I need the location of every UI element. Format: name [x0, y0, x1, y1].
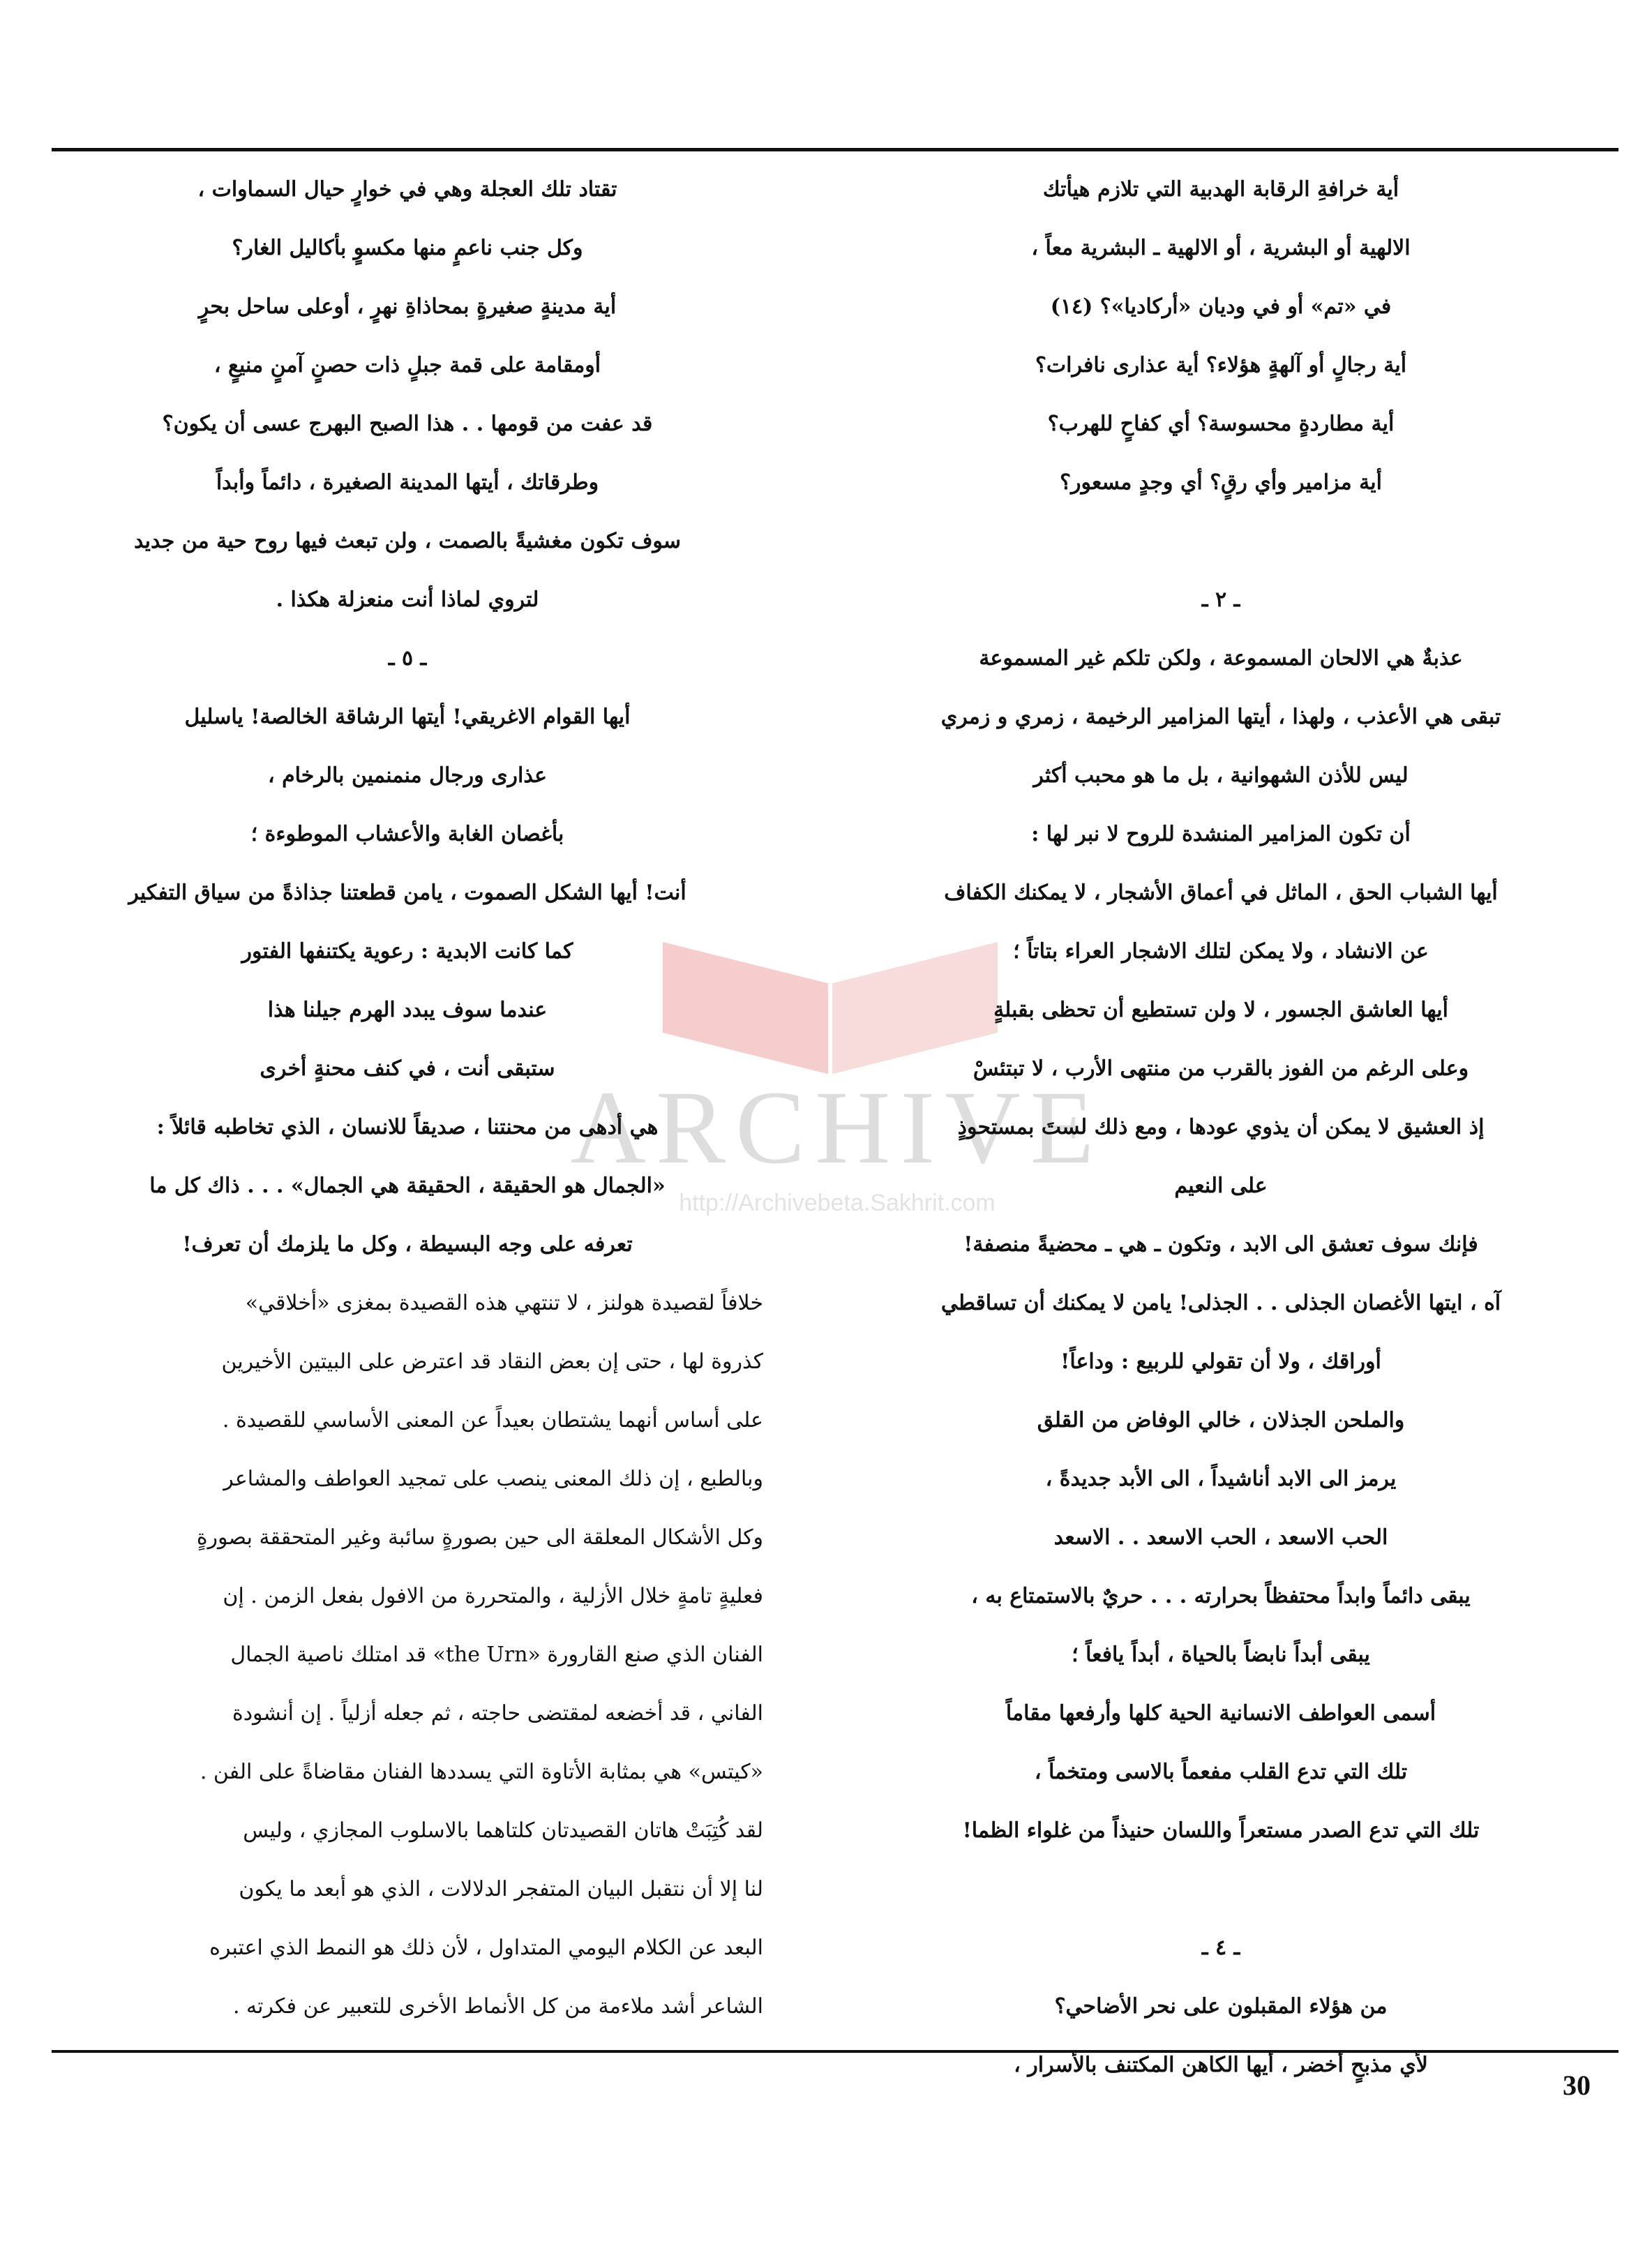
verse-line: والملحن الجذلان ، خالي الوفاض من القلق: [1037, 1408, 1405, 1433]
verse-line: تلك التي تدع القلب مفعماً بالاسى ومتخماً ،: [1034, 1760, 1408, 1784]
prose-line: «كيتس» هي بمثابة الأتاوة التي يسددها الفنان مقاضاةً على الفن .: [200, 1760, 763, 1784]
verse-line: أية مزامير وأي رقٍ؟ أي وجدٍ مسعور؟: [1060, 470, 1382, 495]
section-number: ـ ٢ ـ: [1201, 588, 1240, 612]
verse-line: إذ العشيق لا يمكن أن يذوي عودها ، ومع ذلك لستَ بمستحوذٍ: [957, 1115, 1485, 1139]
prose-line: وبالطبع ، إن ذلك المعنى ينصب على تمجيد العواطف والمشاعر: [223, 1467, 763, 1491]
verse-line: أسمى العواطف الانسانية الحية كلها وأرفعها مقاماً: [1005, 1701, 1436, 1726]
verse-line: تعرفه على وجه البسيطة ، وكل ما يلزمك أن تعرف!: [182, 1232, 633, 1257]
verse-line: أنت! أيها الشكل الصموت ، يامن قطعتنا جذاذةً من سياق التفكير: [128, 881, 686, 905]
verse-line: أية مدينةٍ صغيرةٍ بمحاذاةِ نهرٍ ، أوعلى ساحل بحرٍ: [198, 294, 617, 319]
prose-line: كذروة لها ، حتى إن بعض النقاد قد اعترض على البيتين الأخيرين: [221, 1349, 763, 1374]
verse-line: أوراقك ، ولا أن تقولي للربيع : وداعاً!: [1060, 1349, 1381, 1374]
prose-line: البعد عن الكلام اليومي المتداول ، لأن ذلك هو النمط الذي اعتبره: [209, 1936, 763, 1960]
section-number: ـ ٤ ـ: [1201, 1936, 1240, 1960]
prose-line: على أساس أنهما يشتطان بعيداً عن المعنى الأساسي للقصيدة .: [222, 1408, 763, 1433]
top-rule: [52, 148, 1619, 151]
watermark-url: http://Archivebeta.Sakhrit.com: [679, 1190, 996, 1216]
prose-line: لنا إلا أن نتقبل البيان المتفجر الدلالات ، الذي هو أبعد ما يكون: [239, 1877, 763, 1901]
verse-line: عذبةٌ هي الالحان المسموعة ، ولكن تلكم غير المسموعة: [979, 646, 1463, 671]
verse-line: يبقى أبداً نابضاً بالحياة ، أبداً يافعاً ؛: [1072, 1643, 1370, 1667]
verse-line: يرمز الى الابد أناشيداً ، الى الأبد جديدةً ،: [1045, 1467, 1397, 1491]
verse-line: الحب الاسعد ، الحب الاسعد . . الاسعد: [1053, 1525, 1388, 1550]
spacer: [830, 512, 1612, 571]
verse-line: آه ، ايتها الأغصان الجذلى . . الجذلى! يامن لا يمكنك أن تساقطي: [940, 1291, 1501, 1315]
verse-line: وعلى الرغم من الفوز بالقرب من منتهى الأرب ، لا تبتئسْ: [973, 1056, 1469, 1081]
verse-line: يبقى دائماً وابداً محتفظاً بحرارته . . . حريٌ بالاستمتاع به ،: [971, 1584, 1471, 1608]
verse-line: وكل جنب ناعمٍ منها مكسوٍ بأكاليل الغار؟: [232, 236, 583, 260]
verse-line: تبقى هي الأعذب ، ولهذا ، أيتها المزامير الرخيمة ، زمري و زمري: [940, 705, 1501, 729]
page-number: 30: [1563, 2070, 1591, 2101]
verse-line: عن الانشاد ، ولا يمكن لتلك الاشجار العراء بتاتاً ؛: [1013, 939, 1429, 964]
prose-line: فعليةٍ تامةٍ خلال الأزلية ، والمتحررة من الافول بفعل الزمن . إن: [223, 1584, 763, 1608]
verse-line: وطرقاتك ، أيتها المدينة الصغيرة ، دائماً وأبداً: [216, 470, 599, 495]
verse-line: أية خرافةِ الرقابة الهدبية التي تلازم هيأتك: [1042, 177, 1399, 202]
right-column: [830, 160, 1612, 2095]
verse-line: تقتاد تلك العجلة وهي في خوارٍ حيال السماوات ،: [197, 177, 617, 202]
prose-line: لقد كُتِبَتْ هاتان القصيدتان كلتاهما بالاسلوب المجازي ، وليس: [243, 1818, 763, 1843]
verse-line: أيها الشباب الحق ، الماثل في أعماق الأشجار ، لا يمكنك الكفاف: [944, 881, 1498, 905]
left-column: [52, 160, 763, 2036]
verse-line: عذارى ورجال منمنمين بالرخام ،: [267, 763, 548, 788]
verse-line: كما كانت الابدية : رعوية يكتنفها الفتور: [241, 939, 573, 964]
section-number: ـ ٥ ـ: [388, 646, 427, 671]
verse-line: أية رجالٍ أو آلهةٍ هؤلاء؟ أية عذارى نافرات؟: [1035, 353, 1407, 377]
verse-line: أية مطاردةٍ محسوسة؟ أي كفاحٍ للهرب؟: [1047, 412, 1395, 436]
verse-line: أيها العاشق الجسور ، لا ولن تستطيع أن تحظى بقبلةٍ: [993, 998, 1448, 1022]
verse-line: على النعيم: [1174, 1174, 1268, 1198]
verse-line: فإنك سوف تعشق الى الابد ، وتكون ـ هي ـ محضيةً منصفة!: [963, 1232, 1478, 1257]
verse-line: أيها القوام الاغريقي! أيتها الرشاقة الخالصة! ياسليل: [184, 705, 631, 729]
verse-line: ليس للأذن الشهوانية ، بل ما هو محبب أكثر: [1033, 763, 1409, 788]
spacer: [830, 1860, 1612, 1919]
verse-line: في «تم» أو في وديان «أركاديا»؟ (١٤): [1050, 294, 1392, 319]
verse-line: من هؤلاء المقبلون على نحر الأضاحي؟: [1054, 1994, 1388, 2019]
verse-line: أن تكون المزامير المنشدة للروح لا نبر لها :: [1031, 822, 1411, 846]
prose-line: خلافاً لقصيدة هولنز ، لا تنتهي هذه القصيدة بمغزى «أخلاقي»: [245, 1291, 763, 1315]
verse-line: ستبقى أنت ، في كنف محنةٍ أخرى: [260, 1056, 555, 1081]
prose-line: وكل الأشكال المعلقة الى حين بصورةٍ سائبة وغير المتحققة بصورةٍ: [196, 1525, 763, 1550]
prose-line: الفاني ، قد أخضعه لمقتضى حاجته ، ثم جعله أزلياً . إن أنشودة: [232, 1701, 763, 1726]
bottom-rule: [52, 2050, 1619, 2053]
verse-line: عندما سوف يبدد الهرم جيلنا هذا: [267, 998, 548, 1022]
verse-line: بأغصان الغابة والأعشاب الموطوءة ؛: [250, 822, 564, 846]
verse-line: الالهية أو البشرية ، أو الالهية ـ البشرية معاً ،: [1031, 236, 1411, 260]
watermark-title: ARCHIVE: [570, 1070, 1104, 1185]
prose-line: الشاعر أشد ملاءمة من كل الأنماط الأخرى للتعبير عن فكرته .: [232, 1994, 763, 2019]
verse-line: تلك التي تدع الصدر مستعراً واللسان حنيذاً من غلواء الظما!: [962, 1818, 1480, 1843]
prose-line: الفنان الذي صنع القارورة «the Urn» قد امتلك ناصية الجمال: [230, 1643, 763, 1667]
verse-line: «الجمال هو الحقيقة ، الحقيقة هي الجمال» . . . ذاك كل ما: [149, 1174, 666, 1198]
verse-line: سوف تكون مغشيةً بالصمت ، ولن تبعث فيها روح حية من جديد: [133, 529, 682, 553]
verse-line: أومقامة على قمة جبلٍ ذات حصنٍ آمنٍ منيعٍ ،: [213, 353, 601, 377]
verse-line: قد عفت من قومها . . هذا الصبح البهرج عسى أن يكون؟: [162, 412, 653, 436]
verse-line: لتروي لماذا أنت منعزلة هكذا .: [276, 588, 539, 612]
verse-line: هي أدهى من محنتنا ، صديقاً للانسان ، الذي تخاطبه قائلاً :: [156, 1115, 659, 1139]
verse-line: لأي مذبحٍ أخضر ، أيها الكاهن المكتنف بالأسرار ،: [1014, 2053, 1428, 2077]
